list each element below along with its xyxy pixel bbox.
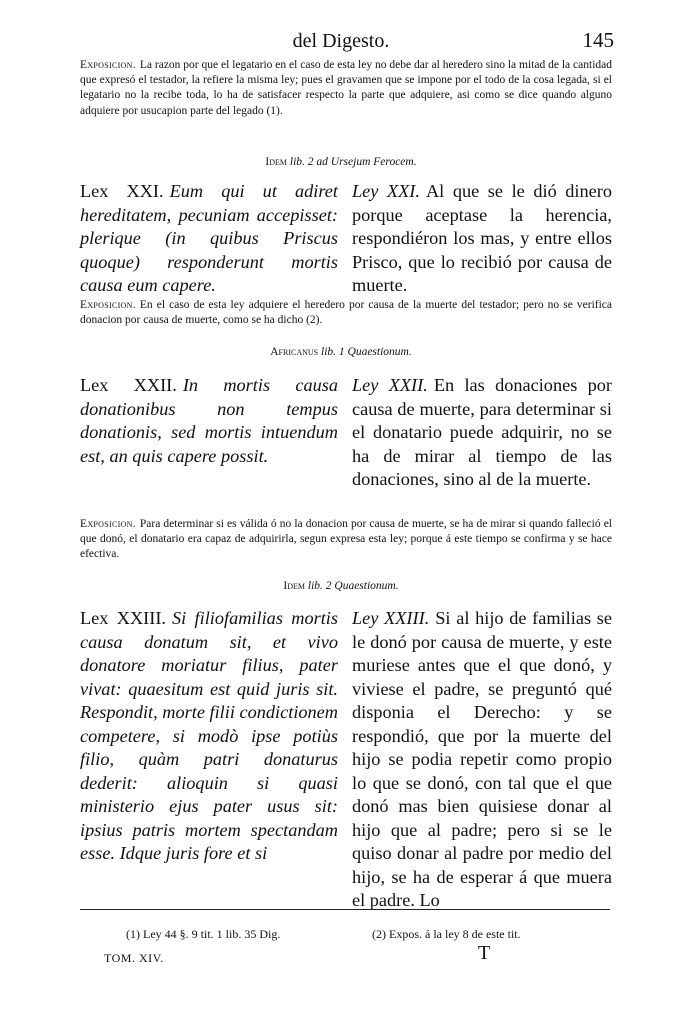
footnote-rule bbox=[80, 909, 610, 910]
source-author: Idem bbox=[283, 580, 305, 592]
source-reference: lib. 1 Quaestionum. bbox=[321, 346, 412, 358]
ley-number: Ley XXIII. bbox=[352, 608, 430, 628]
exposicion-label: Exposicion. bbox=[80, 59, 136, 71]
lex-number: Lex XXI. bbox=[80, 181, 164, 201]
lex-number: Lex XXIII. bbox=[80, 608, 166, 628]
source-author: Africanus bbox=[270, 346, 319, 358]
source-author: Idem bbox=[265, 156, 288, 168]
exposicion-text: En el caso de esta ley adquiere el heredero por causa de la muerte del testador; pero no se verifica donacion por causa de muerte, como se ha dicho (2). bbox=[80, 299, 612, 327]
page-number: 145 bbox=[582, 28, 614, 52]
latin-text: Eum qui ut adiret hereditatem, pecuniam accepisset: plerique (in quibus Priscus quoque) responderunt mortis causa eum capere. bbox=[80, 181, 338, 295]
source-citation-2 bbox=[0, 346, 682, 358]
source-reference: lib. 2 Quaestionum. bbox=[307, 580, 399, 592]
source-citation-3 bbox=[0, 580, 682, 592]
ley-number: Ley XXII. bbox=[352, 375, 428, 395]
exposicion-label: Exposicion. bbox=[80, 518, 136, 530]
footnote-1: (1) Ley 44 §. 9 tit. 1 lib. 35 Dig. bbox=[126, 927, 281, 941]
spanish-text: Si al hijo de familias se le donó por causa de muerte, y este muriese antes que el que donó, y viviese el padre, se preguntó qué disponia el Derecho: y se respondió, que por la muerte del hijo se podia repetir como propio lo que se donó, con tal que el que donó mas bien quisiese donar al hijo que al padre; pero si se le quiso donar al padre por medio del hijo, se ha de esperar á que muera el padre. Lo bbox=[352, 608, 612, 910]
ley-22-spanish bbox=[352, 374, 612, 492]
exposicion-paragraph-2 bbox=[80, 298, 612, 328]
exposicion-paragraph-3 bbox=[80, 517, 612, 563]
exposicion-paragraph-1 bbox=[80, 58, 612, 119]
ley-number: Ley XXI. bbox=[352, 181, 420, 201]
lex-23-latin bbox=[80, 607, 338, 866]
volume-signature: TOM. XIV. bbox=[104, 951, 164, 965]
latin-text: In mortis causa donationibus non tempus donationis, sed mortis intuendum est, an quis capere possit. bbox=[80, 375, 338, 466]
latin-text: Si filiofamilias mortis causa donatum sit, et vivo donatore moriatur filius, pater vivat: quaesitum est quid juris sit. Respondit, morte filii condictionem competere, si modò ipse potiùs filio, quàm patri donaturus dederit: alioquin si quasi ministerio ejus pater usus sit: ipsius patris mortem spectandam esse. Idque juris fore et si bbox=[80, 608, 338, 863]
ley-23-spanish bbox=[352, 607, 612, 913]
exposicion-text: Para determinar si es válida ó no la donacion por causa de muerte, se ha de mirar si quando falleció el que donó, el donatario era capaz de adquirirla, segun expresa esta ley; porque á este tiempo se confirma y se hace efectiva. bbox=[80, 518, 612, 561]
spanish-text: En las donaciones por causa de muerte, para determinar si el donatario puede adquirir, no se ha de mirar al tiempo de las donaciones, sino al de la muerte. bbox=[352, 375, 613, 489]
footnote-2: (2) Expos. á la ley 8 de este tit. bbox=[372, 927, 521, 941]
gathering-letter: T bbox=[478, 942, 491, 964]
lex-22-latin bbox=[80, 374, 338, 468]
spanish-text: Al que se le dió dinero porque aceptase la herencia, respondiéron los mas, y entre ellos Prisco, que lo recibió por causa de muerte. bbox=[352, 181, 612, 295]
source-citation-1 bbox=[0, 156, 682, 168]
lex-21-latin bbox=[80, 180, 338, 298]
source-reference: lib. 2 ad Ursejum Ferocem. bbox=[289, 156, 417, 168]
ley-21-spanish bbox=[352, 180, 612, 298]
running-title: del Digesto. bbox=[292, 30, 390, 52]
exposicion-label: Exposicion. bbox=[80, 299, 136, 311]
exposicion-text: La razon por que el legatario en el caso de esta ley no debe dar al heredero sino la mitad de la cantidad que expresó el testador, la refiere la misma ley; pues el gravamen que se impone por el todo de la cosa legada, si el legatario no la recibe toda, lo ha de satisfacer respecto la parte que adquiere, asi como se dice quando alguno adquiere por usucapion parte del legado (1). bbox=[80, 59, 612, 117]
lex-number: Lex XXII. bbox=[80, 375, 177, 395]
